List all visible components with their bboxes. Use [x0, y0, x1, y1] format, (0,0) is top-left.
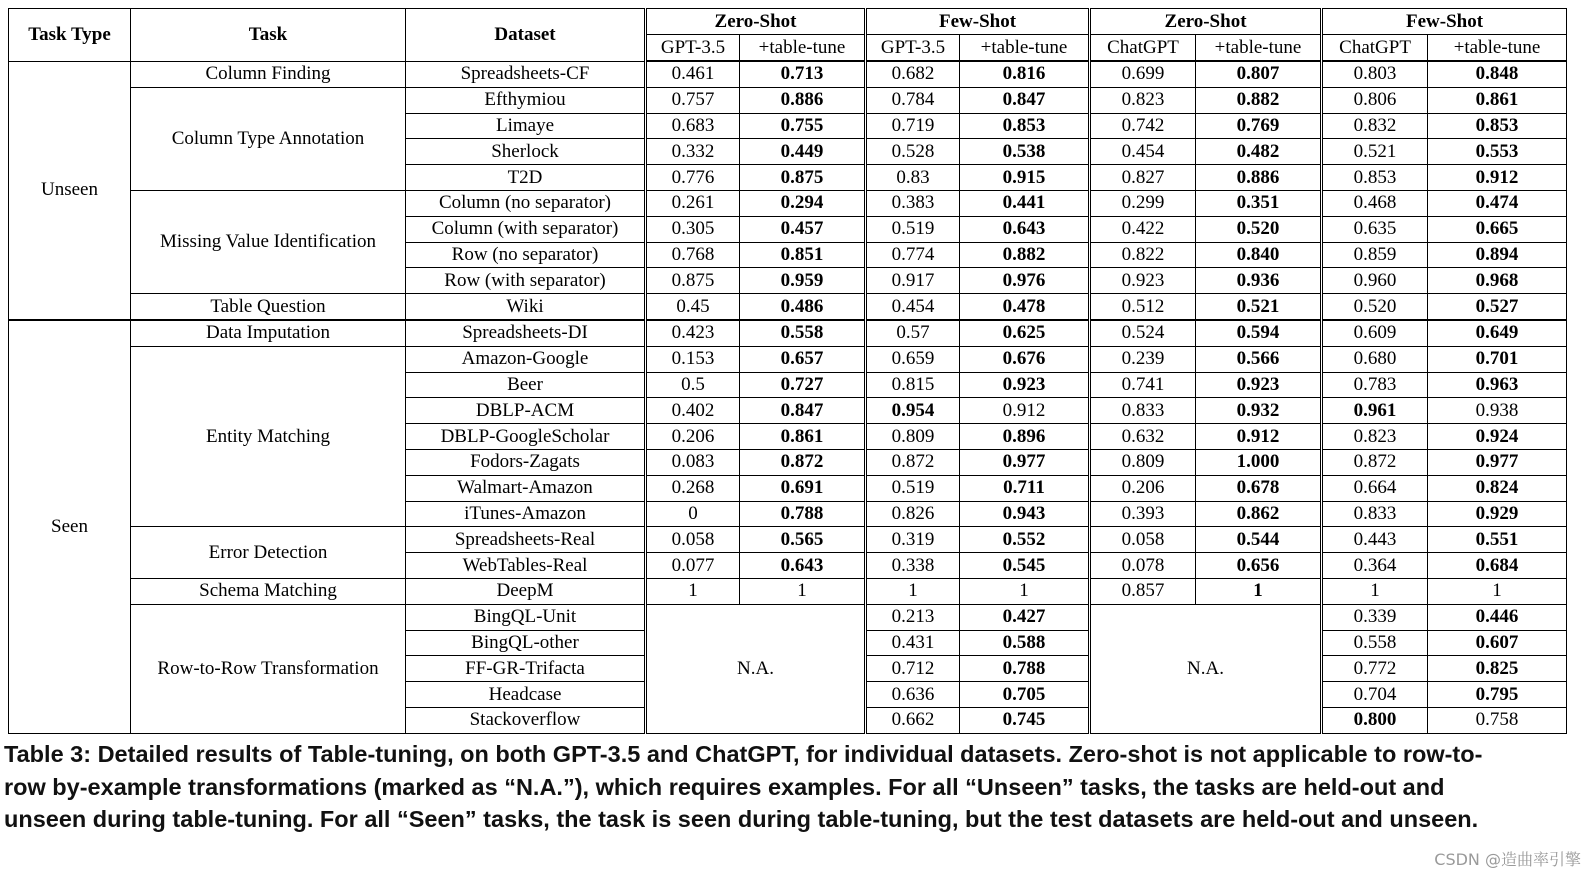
dataset-cell: Headcase — [406, 682, 646, 708]
value-cell: 0.872 — [866, 449, 960, 475]
value-cell: 0.826 — [866, 501, 960, 527]
value-cell: 0.961 — [1322, 398, 1428, 424]
value-cell: 0.305 — [646, 216, 740, 242]
subheader-model: +table-tune — [960, 35, 1090, 62]
value-cell: 0.827 — [1090, 165, 1196, 191]
table-row — [9, 578, 1567, 604]
table-row — [9, 87, 1567, 113]
value-cell: 0.857 — [1090, 578, 1196, 604]
dataset-cell: Column (with separator) — [406, 216, 646, 242]
table-row — [9, 61, 1567, 87]
table-row — [9, 527, 1567, 553]
value-cell: 0.538 — [960, 139, 1090, 165]
value-cell: 0.851 — [740, 242, 866, 268]
value-cell: 0.636 — [866, 682, 960, 708]
value-cell: 0.528 — [866, 139, 960, 165]
value-cell: 0.443 — [1322, 527, 1428, 553]
value-cell: 0.552 — [960, 527, 1090, 553]
watermark: CSDN @造曲率引擎 — [1434, 850, 1581, 869]
dataset-cell: Limaye — [406, 113, 646, 139]
task-type-cell: Unseen — [9, 61, 131, 320]
task-cell: Missing Value Identification — [131, 190, 406, 293]
value-cell: 0.929 — [1428, 501, 1567, 527]
value-cell: 0.545 — [960, 553, 1090, 579]
value-cell: 1 — [1322, 578, 1428, 604]
value-cell: 0.441 — [960, 190, 1090, 216]
value-cell: 1 — [646, 578, 740, 604]
value-cell: 0.446 — [1428, 604, 1567, 630]
value-cell: 0.745 — [960, 707, 1090, 733]
value-cell: 0.609 — [1322, 320, 1428, 346]
value-cell: 0.351 — [1196, 190, 1322, 216]
value-cell: 0.882 — [1196, 87, 1322, 113]
value-cell: 0.527 — [1428, 294, 1567, 320]
subheader-model: +table-tune — [1196, 35, 1322, 62]
value-cell: 0.588 — [960, 630, 1090, 656]
value-cell: 0.977 — [960, 449, 1090, 475]
dataset-cell: DeepM — [406, 578, 646, 604]
value-cell: 0.788 — [740, 501, 866, 527]
value-cell: 0.809 — [866, 424, 960, 450]
value-cell: 0.712 — [866, 656, 960, 682]
value-cell: 0.963 — [1428, 372, 1567, 398]
value-cell: 0.848 — [1428, 61, 1567, 87]
value-cell: 0.938 — [1428, 398, 1567, 424]
value-cell: 0.809 — [1090, 449, 1196, 475]
value-cell: 0.806 — [1322, 87, 1428, 113]
value-cell: 0.807 — [1196, 61, 1322, 87]
value-cell: 0.643 — [960, 216, 1090, 242]
value-cell: 0.521 — [1196, 294, 1322, 320]
dataset-cell: BingQL-Unit — [406, 604, 646, 630]
value-cell: 0.632 — [1090, 424, 1196, 450]
value-cell: 0.825 — [1428, 656, 1567, 682]
table-row — [9, 294, 1567, 320]
subheader-model: GPT-3.5 — [866, 35, 960, 62]
subheader-model: GPT-3.5 — [646, 35, 740, 62]
value-cell: 0.758 — [1428, 707, 1567, 733]
value-cell: 0.691 — [740, 475, 866, 501]
dataset-cell: Fodors-Zagats — [406, 449, 646, 475]
value-cell: 0.699 — [1090, 61, 1196, 87]
value-cell: 0.822 — [1090, 242, 1196, 268]
value-cell: 0.917 — [866, 268, 960, 294]
value-cell: 0.816 — [960, 61, 1090, 87]
value-cell: 0.954 — [866, 398, 960, 424]
value-cell: 0.153 — [646, 346, 740, 372]
value-cell: 0.383 — [866, 190, 960, 216]
value-cell: 0.551 — [1428, 527, 1567, 553]
dataset-cell: Spreadsheets-CF — [406, 61, 646, 87]
value-cell: 1 — [866, 578, 960, 604]
dataset-cell: DBLP-ACM — [406, 398, 646, 424]
value-cell: 0.457 — [740, 216, 866, 242]
value-cell: 0.607 — [1428, 630, 1567, 656]
value-cell: 0.875 — [646, 268, 740, 294]
value-cell: 0.872 — [740, 449, 866, 475]
value-cell: 0.803 — [1322, 61, 1428, 87]
value-cell: 0.742 — [1090, 113, 1196, 139]
dataset-cell: Spreadsheets-Real — [406, 527, 646, 553]
value-cell: 0.772 — [1322, 656, 1428, 682]
value-cell: 0.486 — [740, 294, 866, 320]
value-cell: 0.741 — [1090, 372, 1196, 398]
value-cell: 0.915 — [960, 165, 1090, 191]
value-cell: 0.665 — [1428, 216, 1567, 242]
value-cell: 0.912 — [1428, 165, 1567, 191]
value-cell: 0.676 — [960, 346, 1090, 372]
value-cell: 0.077 — [646, 553, 740, 579]
value-cell: 0.923 — [960, 372, 1090, 398]
value-cell: 0.678 — [1196, 475, 1322, 501]
value-cell: 0.553 — [1428, 139, 1567, 165]
dataset-cell: Sherlock — [406, 139, 646, 165]
value-cell: 0.659 — [866, 346, 960, 372]
value-cell: 0.662 — [866, 707, 960, 733]
value-cell: 0.520 — [1196, 216, 1322, 242]
value-cell: 0.936 — [1196, 268, 1322, 294]
value-cell: 0.643 — [740, 553, 866, 579]
value-cell: 0.875 — [740, 165, 866, 191]
value-cell: 0.795 — [1428, 682, 1567, 708]
value-cell: 0.319 — [866, 527, 960, 553]
dataset-cell: Beer — [406, 372, 646, 398]
value-cell: 0.912 — [960, 398, 1090, 424]
header-task: Task — [131, 9, 406, 62]
value-cell: 0.454 — [866, 294, 960, 320]
dataset-cell: Wiki — [406, 294, 646, 320]
value-cell: 0.943 — [960, 501, 1090, 527]
value-cell: 0.664 — [1322, 475, 1428, 501]
value-cell: 0.478 — [960, 294, 1090, 320]
value-cell: 0.861 — [740, 424, 866, 450]
value-cell: 0.294 — [740, 190, 866, 216]
value-cell: 0.422 — [1090, 216, 1196, 242]
value-cell: 0.635 — [1322, 216, 1428, 242]
value-cell: 0.924 — [1428, 424, 1567, 450]
table-caption: Table 3: Detailed results of Table-tuning, on both GPT-3.5 and ChatGPT, for individual datasets. Zero-shot is not applicable to row-to-row by-example transformations (marked as “N.A.”), which requires examples. For all “Unseen” tasks, the tasks are held-out and unseen during table-tuning. For all “Seen” tasks, the task is seen during table-tuning, but the test datasets are held-out and unseen. — [4, 741, 1483, 832]
value-cell: 0.683 — [646, 113, 740, 139]
task-cell: Schema Matching — [131, 578, 406, 604]
value-cell: 0.402 — [646, 398, 740, 424]
value-cell: 0.83 — [866, 165, 960, 191]
value-cell: 0.960 — [1322, 268, 1428, 294]
task-type-cell: Seen — [9, 320, 131, 733]
value-cell: 0.680 — [1322, 346, 1428, 372]
value-cell: 0.684 — [1428, 553, 1567, 579]
value-cell: 0.058 — [1090, 527, 1196, 553]
table-row — [9, 320, 1567, 346]
value-cell: 0.558 — [1322, 630, 1428, 656]
task-cell: Row-to-Row Transformation — [131, 604, 406, 733]
value-cell: 0.769 — [1196, 113, 1322, 139]
value-cell: 0.519 — [866, 216, 960, 242]
value-cell: 0.206 — [1090, 475, 1196, 501]
results-table — [8, 8, 1567, 734]
task-cell: Column Finding — [131, 61, 406, 87]
value-cell: 0.832 — [1322, 113, 1428, 139]
value-cell: 0.566 — [1196, 346, 1322, 372]
dataset-cell: BingQL-other — [406, 630, 646, 656]
value-cell: 0.847 — [960, 87, 1090, 113]
value-cell: 1 — [960, 578, 1090, 604]
value-cell: 0.083 — [646, 449, 740, 475]
value-cell: 0.976 — [960, 268, 1090, 294]
value-cell: 0.078 — [1090, 553, 1196, 579]
dataset-cell: DBLP-GoogleScholar — [406, 424, 646, 450]
value-cell: 0.423 — [646, 320, 740, 346]
value-cell: 0.859 — [1322, 242, 1428, 268]
value-cell: 0.923 — [1196, 372, 1322, 398]
value-cell: 0.774 — [866, 242, 960, 268]
value-cell: 0.427 — [960, 604, 1090, 630]
value-cell: 0.701 — [1428, 346, 1567, 372]
value-cell: 0.840 — [1196, 242, 1322, 268]
value-cell: 0.521 — [1322, 139, 1428, 165]
value-cell: 1 — [1196, 578, 1322, 604]
value-cell: 0.594 — [1196, 320, 1322, 346]
value-cell: 0.788 — [960, 656, 1090, 682]
value-cell: 0.853 — [1322, 165, 1428, 191]
value-cell: 0.886 — [1196, 165, 1322, 191]
dataset-cell: Walmart-Amazon — [406, 475, 646, 501]
value-cell: 0.776 — [646, 165, 740, 191]
value-cell: 0.896 — [960, 424, 1090, 450]
dataset-cell: Column (no separator) — [406, 190, 646, 216]
results-table-container — [8, 8, 1568, 734]
subheader-model: +table-tune — [1428, 35, 1567, 62]
value-cell: 0.912 — [1196, 424, 1322, 450]
value-cell: 0.755 — [740, 113, 866, 139]
value-cell: 0.206 — [646, 424, 740, 450]
value-cell: 0.45 — [646, 294, 740, 320]
value-cell: 0.454 — [1090, 139, 1196, 165]
value-cell: 0.861 — [1428, 87, 1567, 113]
value-cell: 0.783 — [1322, 372, 1428, 398]
task-cell: Column Type Annotation — [131, 87, 406, 190]
header-row-groups — [9, 9, 1567, 35]
value-cell: 0.833 — [1322, 501, 1428, 527]
value-cell: 0.520 — [1322, 294, 1428, 320]
value-cell: 0.649 — [1428, 320, 1567, 346]
value-cell: 0.657 — [740, 346, 866, 372]
value-cell: 0.894 — [1428, 242, 1567, 268]
value-cell: 0.268 — [646, 475, 740, 501]
value-cell: 0.299 — [1090, 190, 1196, 216]
value-cell: 0.853 — [1428, 113, 1567, 139]
value-cell: 0.431 — [866, 630, 960, 656]
value-cell: 0.449 — [740, 139, 866, 165]
value-cell: 0.261 — [646, 190, 740, 216]
value-cell: 0.524 — [1090, 320, 1196, 346]
value-cell: 0.705 — [960, 682, 1090, 708]
value-cell: 0.339 — [1322, 604, 1428, 630]
task-cell: Entity Matching — [131, 346, 406, 527]
value-cell: 0.461 — [646, 61, 740, 87]
dataset-cell: T2D — [406, 165, 646, 191]
dataset-cell: Efthymiou — [406, 87, 646, 113]
subheader-model: ChatGPT — [1090, 35, 1196, 62]
value-cell: 0.519 — [866, 475, 960, 501]
value-cell: 0.474 — [1428, 190, 1567, 216]
value-cell: 0.923 — [1090, 268, 1196, 294]
subheader-model: +table-tune — [740, 35, 866, 62]
value-cell: 0.512 — [1090, 294, 1196, 320]
value-cell: 0.058 — [646, 527, 740, 553]
value-cell: 0.468 — [1322, 190, 1428, 216]
value-cell: 0 — [646, 501, 740, 527]
dataset-cell: FF-GR-Trifacta — [406, 656, 646, 682]
dataset-cell: iTunes-Amazon — [406, 501, 646, 527]
value-cell: 0.332 — [646, 139, 740, 165]
subheader-model: ChatGPT — [1322, 35, 1428, 62]
value-cell: 1.000 — [1196, 449, 1322, 475]
task-cell: Table Question — [131, 294, 406, 320]
header-few-shot-chatgpt: Few-Shot — [1322, 9, 1567, 35]
value-cell: 0.823 — [1322, 424, 1428, 450]
value-cell: 0.757 — [646, 87, 740, 113]
value-cell: 0.959 — [740, 268, 866, 294]
value-cell: 0.5 — [646, 372, 740, 398]
value-cell: 0.239 — [1090, 346, 1196, 372]
value-cell: 0.977 — [1428, 449, 1567, 475]
value-cell: 0.57 — [866, 320, 960, 346]
task-cell: Data Imputation — [131, 320, 406, 346]
na-cell: N.A. — [646, 604, 866, 733]
dataset-cell: Spreadsheets-DI — [406, 320, 646, 346]
value-cell: 0.682 — [866, 61, 960, 87]
value-cell: 0.768 — [646, 242, 740, 268]
value-cell: 0.711 — [960, 475, 1090, 501]
value-cell: 0.393 — [1090, 501, 1196, 527]
na-cell: N.A. — [1090, 604, 1322, 733]
value-cell: 0.704 — [1322, 682, 1428, 708]
value-cell: 0.833 — [1090, 398, 1196, 424]
value-cell: 0.625 — [960, 320, 1090, 346]
task-cell: Error Detection — [131, 527, 406, 579]
header-zero-shot-chatgpt: Zero-Shot — [1090, 9, 1322, 35]
dataset-cell: Row (with separator) — [406, 268, 646, 294]
table-body — [9, 61, 1567, 733]
value-cell: 0.847 — [740, 398, 866, 424]
table-row — [9, 346, 1567, 372]
header-few-shot-gpt35: Few-Shot — [866, 9, 1090, 35]
value-cell: 0.800 — [1322, 707, 1428, 733]
value-cell: 0.213 — [866, 604, 960, 630]
value-cell: 0.364 — [1322, 553, 1428, 579]
value-cell: 0.338 — [866, 553, 960, 579]
value-cell: 0.713 — [740, 61, 866, 87]
value-cell: 0.565 — [740, 527, 866, 553]
value-cell: 0.968 — [1428, 268, 1567, 294]
dataset-cell: Stackoverflow — [406, 707, 646, 733]
value-cell: 1 — [1428, 578, 1567, 604]
header-task-type: Task Type — [9, 9, 131, 62]
value-cell: 0.784 — [866, 87, 960, 113]
value-cell: 0.886 — [740, 87, 866, 113]
value-cell: 0.823 — [1090, 87, 1196, 113]
value-cell: 0.872 — [1322, 449, 1428, 475]
value-cell: 0.815 — [866, 372, 960, 398]
dataset-cell: Amazon-Google — [406, 346, 646, 372]
value-cell: 0.882 — [960, 242, 1090, 268]
value-cell: 0.558 — [740, 320, 866, 346]
value-cell: 0.932 — [1196, 398, 1322, 424]
table-row — [9, 190, 1567, 216]
value-cell: 0.482 — [1196, 139, 1322, 165]
table-row — [9, 604, 1567, 630]
value-cell: 1 — [740, 578, 866, 604]
value-cell: 0.824 — [1428, 475, 1567, 501]
header-zero-shot-gpt35: Zero-Shot — [646, 9, 866, 35]
value-cell: 0.727 — [740, 372, 866, 398]
value-cell: 0.853 — [960, 113, 1090, 139]
value-cell: 0.656 — [1196, 553, 1322, 579]
value-cell: 0.544 — [1196, 527, 1322, 553]
value-cell: 0.719 — [866, 113, 960, 139]
value-cell: 0.862 — [1196, 501, 1322, 527]
dataset-cell: WebTables-Real — [406, 553, 646, 579]
header-dataset: Dataset — [406, 9, 646, 62]
dataset-cell: Row (no separator) — [406, 242, 646, 268]
